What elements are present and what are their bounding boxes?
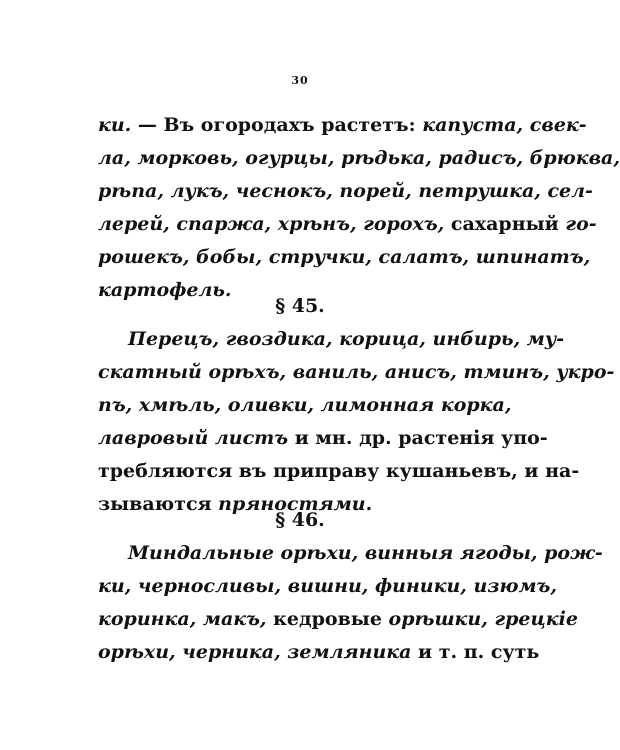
text-fragment: пъ, хмѣль, оливки, лимонная корка, [98,394,512,416]
text-line [98,635,540,669]
section-heading: § 45. [275,295,325,317]
text-line [98,421,548,455]
text-line [98,388,512,422]
text-line [98,108,587,142]
text-fragment: кедровые [266,608,389,630]
text-line: Перецъ, гвоздика, корица, инбирь, му- [128,328,565,350]
text-fragment: пряностями [218,493,366,515]
text-line: Миндальные орѣхи, винныя ягоды, рож- [128,542,603,564]
text-fragment: капуста, свек- [422,114,587,136]
text-line: рошекъ, бобы, стручки, салатъ, шпинатъ, [98,246,591,268]
text-fragment: го- [565,213,597,235]
text-fragment: коринка, макъ, [98,608,267,630]
text-line: ки, черносливы, вишни, финики, изюмъ, [98,575,557,597]
text-fragment: орѣшки, грецкіе [388,608,578,630]
text-fragment: . [365,493,373,515]
text-fragment: сахарный [444,213,566,235]
text-line: картофель. [98,279,232,301]
text-line: ла, морковь, огурцы, рѣдька, радисъ, брюква, [98,147,620,169]
text-fragment: орѣхи, черника, земляника [98,641,412,663]
page-number: 30 [291,74,309,87]
text-line [98,602,578,636]
text-fragment: зываются [98,493,219,515]
text-fragment: и мн. др. растенія упо- [288,427,548,449]
text-line [98,207,597,241]
text-fragment: и т. п. суть [411,641,540,663]
text-fragment: лавровый листъ [98,427,289,449]
text-line: требляются въ приправу кушаньевъ, и на- [98,460,580,482]
section-heading: § 46. [275,509,325,531]
text-line: скатный орѣхъ, ваниль, анисъ, тминъ, укро- [98,361,615,383]
text-fragment: ки. [98,114,132,136]
text-fragment: — Въ огородахъ растетъ: [131,114,423,136]
text-line: рѣпа, лукъ, чеснокъ, порей, петрушка, сел- [98,180,593,202]
text-fragment: лерей, спаржа, хрѣнъ, горохъ, [98,213,445,235]
